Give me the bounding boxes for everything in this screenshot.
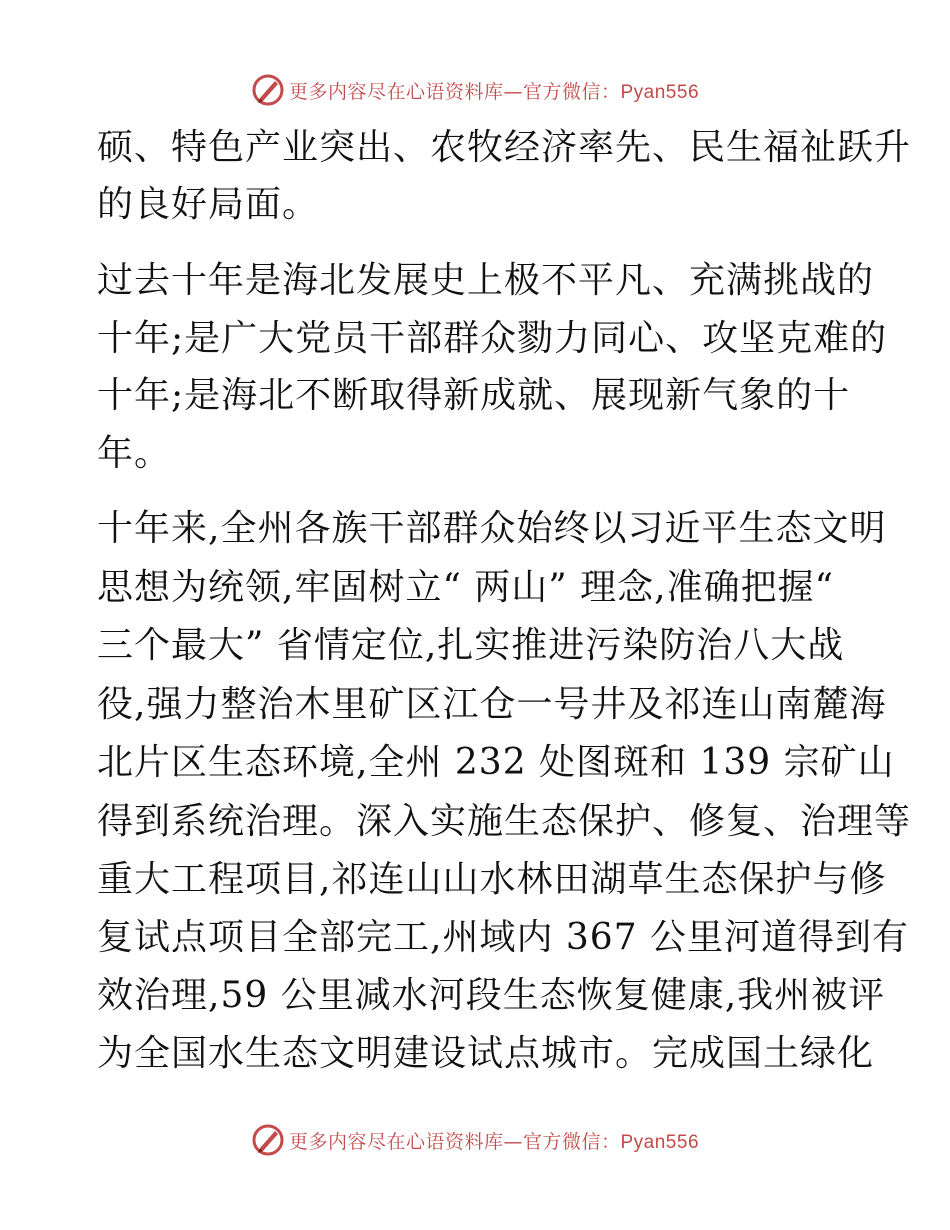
text-line: 为全国水生态文明建设试点城市。完成国土绿化 [97, 1033, 875, 1074]
text-line: 重大工程项目,祁连山山水林田湖草生态保护与修 [97, 859, 887, 900]
text-line: 思想为统领,牢固树立“ 两山” 理念,准确把握“ [97, 567, 834, 608]
text-line: 效治理,59 公里减水河段生态恢复健康,我州被评 [97, 975, 886, 1016]
watermark-text: 更多内容尽在心语资料库—官方微信：Pyan556 [288, 1130, 700, 1153]
pen-logo-icon [251, 73, 285, 107]
text-line: 三个最大” 省情定位,扎实推进污染防治八大战 [97, 625, 845, 666]
text-line: 役,强力整治木里矿区江仓一号井及祁连山南麓海 [97, 684, 887, 725]
text-line: 硕、特色产业突出、农牧经济率先、民生福祉跃升 [97, 127, 912, 168]
text-line: 十年;是广大党员干部群众勠力同心、攻坚克难的 [97, 318, 888, 359]
footer-watermark [0, 1120, 950, 1160]
header-watermark [0, 70, 950, 110]
text-line: 的良好局面。 [97, 184, 320, 225]
text-line: 得到系统治理。深入实施生态保护、修复、治理等 [97, 801, 912, 842]
pen-logo-icon [251, 1123, 285, 1157]
text-line: 十年来,全州各族干部群众始终以习近平生态文明 [97, 508, 887, 549]
watermark-text: 更多内容尽在心语资料库—官方微信：Pyan556 [288, 80, 700, 103]
text-line: 北片区生态环境,全州 232 处图斑和 139 宗矿山 [97, 742, 895, 783]
text-line: 过去十年是海北发展史上极不平凡、充满挑战的 [97, 260, 875, 301]
text-line: 复试点项目全部完工,州域内 367 公里河道得到有 [97, 917, 910, 958]
text-line: 十年;是海北不断取得新成就、展现新气象的十 [97, 375, 851, 416]
text-line: 年。 [97, 433, 172, 474]
